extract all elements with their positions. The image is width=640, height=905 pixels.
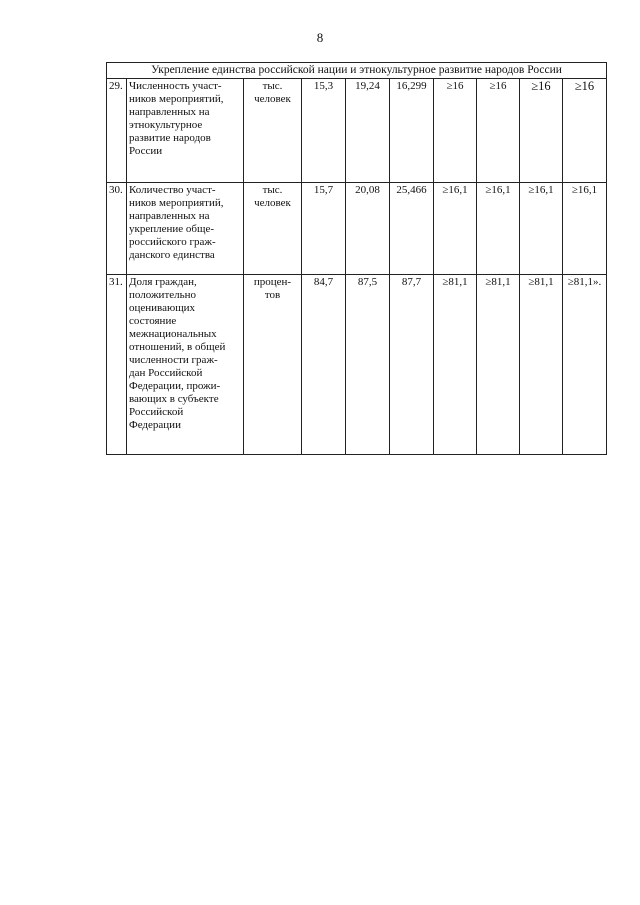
value-cell: 25,466 <box>390 183 434 275</box>
value-cell: 15,7 <box>302 183 346 275</box>
page-number: 8 <box>316 30 324 45</box>
table-row <box>107 275 607 455</box>
value-cell: 87,5 <box>346 275 390 455</box>
unit-cell: тыс. человек <box>244 79 302 183</box>
unit-cell: процен- тов <box>244 275 302 455</box>
indicator-name: Численность участ- ников мероприятий, направленных на этнокультурное развитие народов России <box>127 79 244 183</box>
target-cell: ≥16 <box>434 79 477 183</box>
table-row <box>107 79 607 183</box>
target-cell: ≥16 <box>520 79 563 183</box>
section-title: Укрепление единства российской нации и этнокультурное развитие народов России <box>107 63 607 79</box>
value-cell: 84,7 <box>302 275 346 455</box>
indicator-table <box>106 62 607 455</box>
value-cell: 87,7 <box>390 275 434 455</box>
target-cell: ≥81,1 <box>520 275 563 455</box>
target-cell: ≥81,1». <box>563 275 607 455</box>
unit-cell: тыс. человек <box>244 183 302 275</box>
row-number: 30. <box>107 183 127 275</box>
row-number: 29. <box>107 79 127 183</box>
target-cell: ≥16 <box>563 79 607 183</box>
indicator-name: Количество участ- ников мероприятий, направленных на укрепление обще- российского граж- данского единства <box>127 183 244 275</box>
value-cell: 16,299 <box>390 79 434 183</box>
target-cell: ≥81,1 <box>434 275 477 455</box>
value-cell: 20,08 <box>346 183 390 275</box>
value-cell: 19,24 <box>346 79 390 183</box>
target-cell: ≥16,1 <box>563 183 607 275</box>
target-cell: ≥81,1 <box>477 275 520 455</box>
target-cell: ≥16 <box>477 79 520 183</box>
table-row <box>107 183 607 275</box>
row-number: 31. <box>107 275 127 455</box>
indicator-name: Доля граждан, положительно оценивающих состояние межнациональных отношений, в общей численности граж- дан Российской Федерации, прожи- вающих в субъекте Российской Федерации <box>127 275 244 455</box>
section-header-row <box>107 63 607 79</box>
target-cell: ≥16,1 <box>520 183 563 275</box>
target-cell: ≥16,1 <box>477 183 520 275</box>
target-cell: ≥16,1 <box>434 183 477 275</box>
value-cell: 15,3 <box>302 79 346 183</box>
